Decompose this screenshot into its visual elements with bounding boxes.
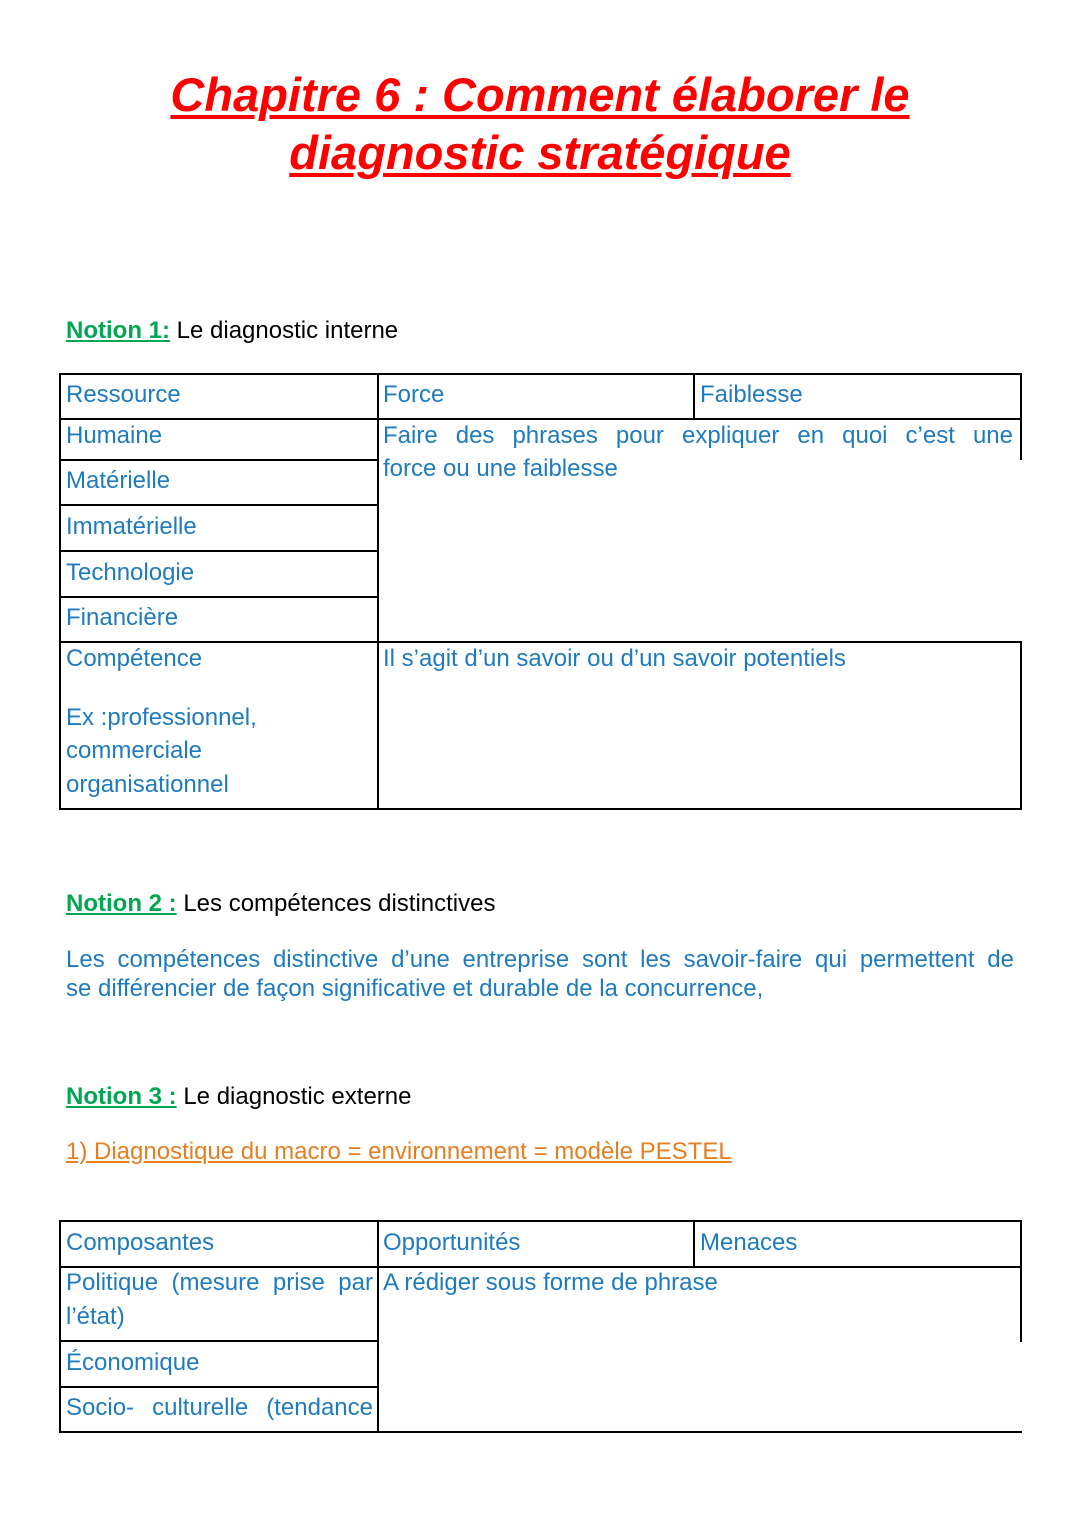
notion2-heading (66, 889, 495, 919)
page-title-line1: Chapitre 6 : Comment élaborer le (170, 68, 910, 121)
table1-competence-example-2: commerciale (66, 737, 203, 764)
table1-note-line1: Faire des phrases pour expliquer en quoi c’est une (383, 422, 1013, 449)
table2-row-politique-line2: l’état) (66, 1303, 125, 1330)
table2-note: A rédiger sous forme de phrase (383, 1269, 718, 1296)
table1-row-financiere: Financière (66, 604, 179, 631)
table2-header-opportunites: Opportunités (383, 1229, 521, 1256)
table2-row-socio-culturelle: Socio- culturelle (tendance (66, 1394, 373, 1421)
notion2-paragraph-line1: Les compétences distinctive d’une entreprise sont les savoir-faire qui permettent de (66, 946, 1014, 973)
table2-header-composantes: Composantes (66, 1229, 215, 1256)
table1-competence-note: Il s’agit d’un savoir ou d’un savoir potentiels (383, 645, 846, 672)
table1-row-competence: Compétence (66, 645, 203, 672)
table2-row-politique-line1: Politique (mesure prise par (66, 1269, 373, 1296)
table1-header-ressource: Ressource (66, 381, 181, 408)
table2-row-economique: Économique (66, 1349, 200, 1376)
table2-header-menaces: Menaces (700, 1229, 798, 1256)
table1-header-force: Force (383, 381, 445, 408)
table1-note-line2: force ou une faiblesse (383, 455, 618, 482)
notion3-label: Notion 3 : (66, 1083, 177, 1110)
page-title-line2: diagnostic stratégique (289, 126, 791, 179)
notion1-heading (66, 316, 398, 346)
notion3-text: Le diagnostic externe (183, 1083, 412, 1110)
notion3-heading (66, 1082, 411, 1112)
notion2-paragraph-line2: se différencier de façon significative et durable de la concurrence, (66, 975, 764, 1002)
table1-competence-example-1: Ex :professionnel, (66, 704, 257, 731)
table1-competence-example-3: organisationnel (66, 771, 229, 798)
notion1-label: Notion 1: (66, 317, 170, 344)
pestel-subheading: 1) Diagnostique du macro = environnement = modèle PESTEL (66, 1138, 732, 1165)
table1-row-technologie: Technologie (66, 559, 195, 586)
notion2-label: Notion 2 : (66, 890, 177, 917)
table1-row-immaterielle: Immatérielle (66, 513, 197, 540)
notion2-text: Les compétences distinctives (183, 890, 496, 917)
notion1-text: Le diagnostic interne (176, 317, 399, 344)
table1-row-materielle: Matérielle (66, 467, 171, 494)
table1-row-humaine: Humaine (66, 422, 163, 449)
table1-header-faiblesse: Faiblesse (700, 381, 803, 408)
